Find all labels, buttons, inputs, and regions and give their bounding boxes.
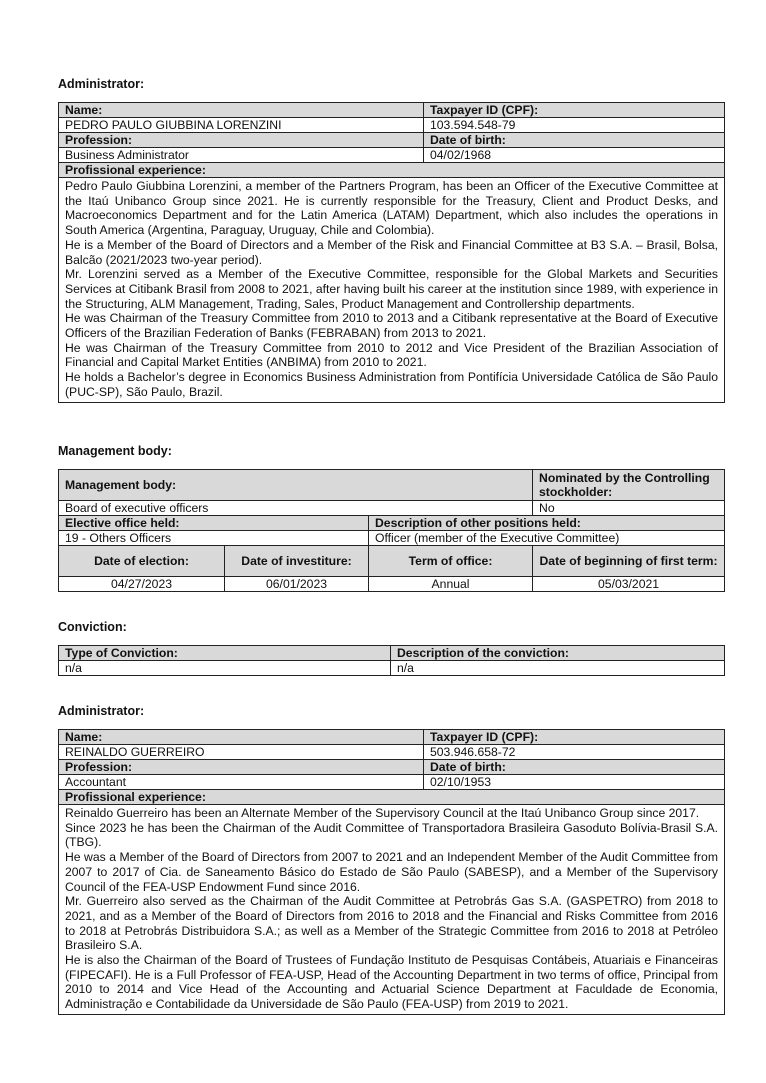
date-of-election-value: 04/27/2023	[59, 577, 225, 592]
term-of-office-label: Term of office:	[369, 546, 533, 577]
first-term-label: Date of beginning of first term:	[533, 546, 725, 577]
management-body-heading: Management body:	[58, 444, 172, 458]
profession-value: Business Administrator	[59, 148, 424, 163]
elective-office-value: 19 - Others Officers	[59, 531, 369, 546]
conviction-type-value: n/a	[59, 661, 391, 676]
nominated-label: Nominated by the Controlling stockholder:	[533, 470, 725, 501]
name-value: REINALDO GUERREIRO	[59, 745, 424, 760]
dob-value: 04/02/1968	[424, 148, 725, 163]
experience-paragraph: Mr. Guerreiro also served as the Chairman of the Audit Committee at Petrobrás Gas S.A. (GASPETRO) from 2018 to 2021, and as a Member of the Board of Directors from 2016 to 2018 and the Financial and Risks Committee from 2016 to 2018 at Petrobrás Distribuidora S.A.; as well as a Member of the Strategic Committee from 2016 to 2018 at Petróleo Brasileiro S.A.	[65, 894, 718, 953]
profession-label: Profession:	[59, 760, 424, 775]
date-of-investiture-value: 06/01/2023	[225, 577, 369, 592]
experience-paragraph: Reinaldo Guerreiro has been an Alternate Member of the Supervisory Council at the Itaú Unibanco Group since 2017.	[65, 806, 700, 820]
other-positions-label: Description of other positions held:	[369, 516, 725, 531]
cpf-label: Taxpayer ID (CPF):	[424, 730, 725, 745]
profession-value: Accountant	[59, 775, 424, 790]
date-of-election-label: Date of election:	[59, 546, 225, 577]
conviction-table	[58, 645, 725, 676]
administrator-table	[58, 102, 725, 403]
conviction-type-label: Type of Conviction:	[59, 646, 391, 661]
cpf-label: Taxpayer ID (CPF):	[424, 103, 725, 118]
experience-paragraph: Pedro Paulo Giubbina Lorenzini, a member of the Partners Program, has been an Officer of the Executive Committee at the Itaú Unibanco Group since 2021. He is currently responsible for the Treasury, Client and Product Desks, and Macroeconomics Department and for the Latin America (LATAM) Department, which also includes the operations in South America (Argentina, Paraguay, Uruguay, Chile and Colombia).	[65, 179, 718, 238]
experience-paragraph: He was a Member of the Board of Directors from 2007 to 2021 and an Independent Member of the Audit Committee from 2007 to 2017 of Cia. de Saneamento Básico do Estado de São Paulo (SABESP), and a Member of the Supervisory Council of the FEA-USP Endowment Fund since 2016.	[65, 850, 718, 894]
cpf-value: 503.946.658-72	[424, 745, 725, 760]
experience-paragraph: He holds a Bachelor’s degree in Economics Business Administration from Pontifícia Universidade Católica de São Paulo (PUC-SP), São Paulo, Brazil.	[65, 370, 718, 399]
dob-value: 02/10/1953	[424, 775, 725, 790]
date-of-investiture-label: Date of investiture:	[225, 546, 369, 577]
other-positions-value: Officer (member of the Executive Committee)	[369, 531, 725, 546]
experience-label: Profissional experience:	[59, 163, 725, 178]
conviction-description-value: n/a	[391, 661, 725, 676]
first-term-value: 05/03/2021	[533, 577, 725, 592]
administrator-heading: Administrator:	[58, 77, 145, 91]
conviction-description-label: Description of the conviction:	[391, 646, 725, 661]
administrator-heading: Administrator:	[58, 704, 145, 718]
management-body-table	[58, 469, 725, 592]
management-body-label: Management body:	[59, 470, 533, 501]
experience-paragraph: He was Chairman of the Treasury Committee from 2010 to 2012 and Vice President of the Brazilian Association of Financial and Capital Market Entities (ANBIMA) from 2010 to 2021.	[65, 340, 718, 370]
cpf-value: 103.594.548-79	[424, 118, 725, 133]
elective-office-label: Elective office held:	[59, 516, 369, 531]
management-body-value: Board of executive officers	[59, 501, 533, 516]
dob-label: Date of birth:	[424, 133, 725, 148]
dob-label: Date of birth:	[424, 760, 725, 775]
term-of-office-value: Annual	[369, 577, 533, 592]
conviction-heading: Conviction:	[58, 620, 127, 634]
experience-text	[59, 178, 725, 403]
experience-label: Profissional experience:	[59, 790, 725, 805]
experience-paragraph: He is a Member of the Board of Directors and a Member of the Risk and Financial Committee at B3 S.A. – Brasil, Bolsa, Balcão (2021/2023 two-year period).	[65, 237, 718, 267]
profession-label: Profession:	[59, 133, 424, 148]
experience-paragraph: Since 2023 he has been the Chairman of the Audit Committee of Transportadora Brasileira Gasoduto Bolívia-Brasil S.A. (TBG).	[65, 820, 718, 850]
experience-paragraph: He is also the Chairman of the Board of Trustees of Fundação Instituto de Pesquisas Contábeis, Atuariais e Financeiras (FIPECAFI). He is a Full Professor of FEA-USP, Head of the Accounting Department in two terms of office, Principal from 2010 to 2014 and Vice Head of the Accounting and Actuarial Science Department at Faculdade de Economia, Administração e Contabilidade da Universidade de São Paulo (FEA-USP) from 2019 to 2021.	[65, 953, 718, 1012]
experience-paragraph: Mr. Lorenzini served as a Member of the Executive Committee, responsible for the Global Markets and Securities Services at Citibank Brasil from 2008 to 2021, after having built his career at the institution since 1989, with experience in the Structuring, ALM Management, Trading, Sales, Product Management and Controllership departments.	[65, 267, 718, 311]
administrator-table	[58, 729, 725, 1015]
name-label: Name:	[59, 730, 424, 745]
name-label: Name:	[59, 103, 424, 118]
nominated-value: No	[533, 501, 725, 516]
name-value: PEDRO PAULO GIUBBINA LORENZINI	[59, 118, 424, 133]
experience-paragraph: He was Chairman of the Treasury Committee from 2010 to 2013 and a Citibank representative at the Board of Executive Officers of the Brazilian Federation of Banks (FEBRABAN) from 2013 to 2021.	[65, 311, 718, 341]
experience-text	[59, 805, 725, 1015]
